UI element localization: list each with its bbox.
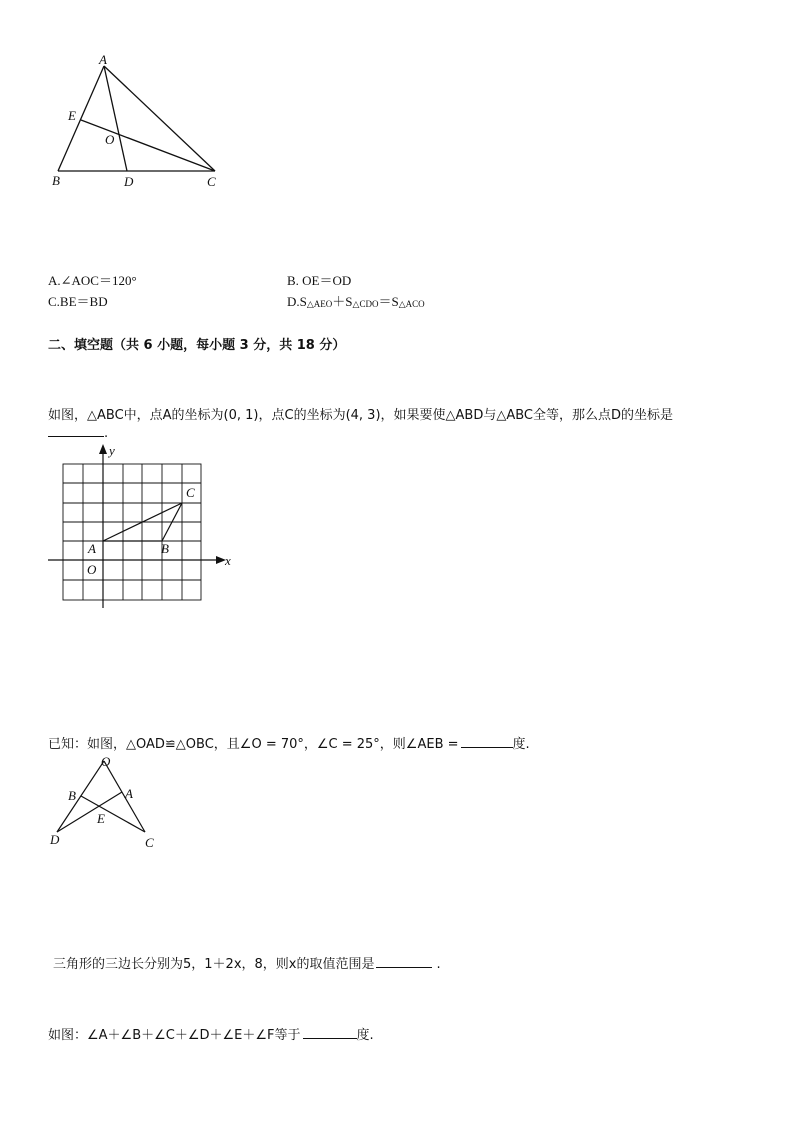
option-d-sub2: △CDO xyxy=(352,299,379,309)
fig2-label-e: E xyxy=(97,811,105,826)
answer-blank[interactable] xyxy=(48,424,104,437)
question-4-text xyxy=(48,1024,374,1043)
section-title: 二、填空题（共 6 小题，每小题 3 分，共 18 分） xyxy=(48,338,346,353)
congruent-triangles-figure xyxy=(44,752,174,852)
question-3-end: . xyxy=(436,957,441,972)
label-e: E xyxy=(68,108,76,123)
option-d-plus: ＋S xyxy=(332,294,353,309)
question-1-end: . xyxy=(104,426,109,441)
segment-ac xyxy=(104,66,215,171)
option-d-sub3: △ACO xyxy=(398,299,425,309)
segment-bc xyxy=(81,796,145,832)
triangle-figure xyxy=(40,50,240,200)
segment-ce xyxy=(81,120,215,171)
grid-label-y: y xyxy=(109,443,115,458)
question-1-answer-line xyxy=(48,424,108,441)
question-3-text xyxy=(53,953,441,972)
grid-label-b: B xyxy=(161,541,169,556)
question-4-end: 度. xyxy=(356,1028,374,1043)
question-2-end: 度. xyxy=(512,737,530,752)
option-d-prefix: D.S xyxy=(287,294,307,309)
label-d: D xyxy=(124,174,134,189)
label-b: B xyxy=(52,173,60,188)
question-2-text xyxy=(48,733,530,752)
grid-label-c: C xyxy=(186,485,195,500)
fig2-label-o: O xyxy=(101,754,111,769)
segment-ad xyxy=(57,792,122,832)
fig2-label-a: A xyxy=(125,786,133,801)
grid-label-a: A xyxy=(88,541,96,556)
answer-blank[interactable] xyxy=(461,735,513,748)
label-c: C xyxy=(207,174,216,189)
question-2-stem: 已知：如图，△OAD≌△OBC，且∠O = 70°，∠C = 25°，则∠AEB = xyxy=(48,737,459,752)
answer-blank[interactable] xyxy=(303,1026,357,1039)
question-4-stem: 如图：∠A＋∠B＋∠C＋∠D＋∠E＋∠F等于 xyxy=(48,1028,301,1043)
label-a: A xyxy=(99,52,107,67)
fig2-label-b: B xyxy=(68,788,76,803)
option-b: B. OE＝OD xyxy=(287,273,352,288)
fig2-label-d: D xyxy=(50,832,60,847)
option-a: A.∠AOC＝120° xyxy=(48,273,137,288)
segment-ab xyxy=(58,66,104,171)
segment-ad xyxy=(104,66,127,171)
question-3-stem: 三角形的三边长分别为5，1＋2x，8，则x的取值范围是 xyxy=(53,957,375,972)
option-c: C.BE＝BD xyxy=(48,294,108,309)
option-d-eq: ＝S xyxy=(378,294,399,309)
fig2-label-c: C xyxy=(145,835,154,850)
option-d-sub1: △AEO xyxy=(306,299,333,309)
label-o: O xyxy=(105,132,115,147)
y-axis-arrow-icon xyxy=(99,444,107,454)
option-d xyxy=(287,291,425,310)
grid-label-o: O xyxy=(87,562,97,577)
question-1-text: 如图，△ABC中，点A的坐标为(0, 1)，点C的坐标为(4, 3)，如果要使△ABD与△ABC全等，那么点D的坐标是 xyxy=(48,408,674,423)
answer-blank[interactable] xyxy=(376,955,432,968)
coordinate-grid-figure xyxy=(44,440,240,616)
grid-label-x: x xyxy=(225,553,231,568)
